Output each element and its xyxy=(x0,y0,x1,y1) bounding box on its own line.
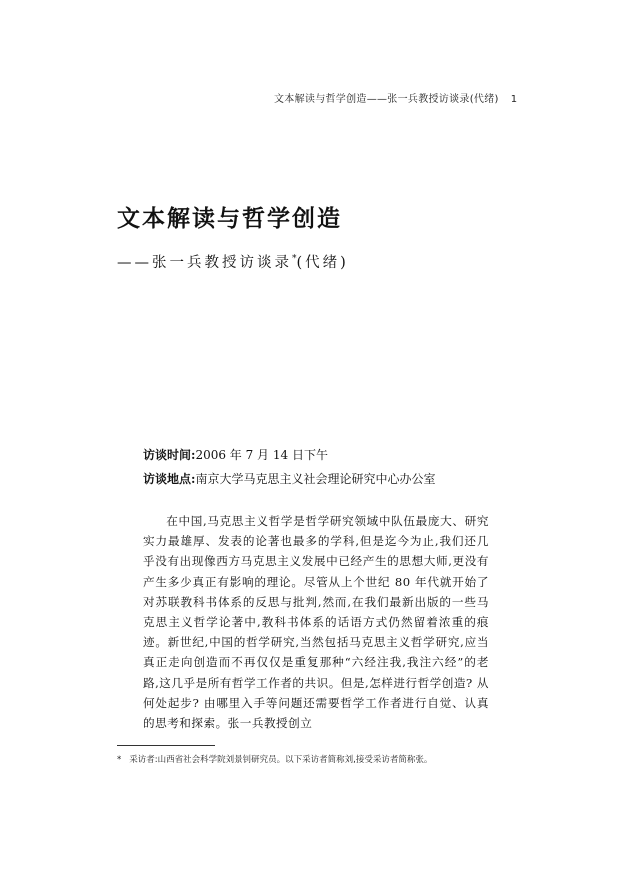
body-paragraph: 在中国,马克思主义哲学是哲学研究领域中队伍最庞大、研究实力最雄厚、发表的论著也最多的学科,但是迄今为止,我们还几乎没有出现像西方马克思主义发展中已经产生的思想大师,更没有产生多少真正有影响的理论。尽管从上个世纪 80 年代就开始了对苏联教科书体系的反思与批判,然而,在我们最新出版的一些马克思主义哲学论著中,教科书体系的话语方式仍然留着浓重的痕迹。新世纪,中国的哲学研究,当然包括马克思主义哲学研究,应当真正走向创造而不再仅仅是重复那种“六经注我,我注六经”的老路,这几乎是所有哲学工作者的共识。但是,怎样进行哲学创造? 从何处起步? 由哪里入手等问题还需要哲学工作者进行自觉、认真的思考和探索。张一兵教授创立 xyxy=(143,514,489,731)
footnote-text: 采访者:山西省社会科学院刘景钊研究员。以下采访者简称刘,接受采访者简称张。 xyxy=(129,755,433,765)
subtitle-suffix: (代绪) xyxy=(296,255,349,271)
article-subtitle xyxy=(117,251,349,272)
article-title: 文本解读与哲学创造 xyxy=(117,205,342,232)
footnote-mark: * xyxy=(117,755,122,765)
interview-place-value: 南京大学马克思主义社会理论研究中心办公室 xyxy=(195,472,436,486)
running-header xyxy=(274,90,517,105)
page-number: 1 xyxy=(510,94,518,105)
interview-time-label: 访谈时间: xyxy=(143,448,196,462)
footnote-divider xyxy=(117,745,215,746)
footnote xyxy=(117,753,432,765)
footnote-reference: * xyxy=(292,254,297,264)
interview-place-label: 访谈地点: xyxy=(143,472,196,486)
interview-place xyxy=(143,470,435,487)
interview-time-value: 2006 年 7 月 14 日下午 xyxy=(195,448,328,462)
subtitle-text: ——张一兵教授访谈录 xyxy=(117,255,292,271)
running-title: 文本解读与哲学创造——张一兵教授访谈录(代绪) xyxy=(274,94,499,105)
interview-time xyxy=(143,446,328,463)
